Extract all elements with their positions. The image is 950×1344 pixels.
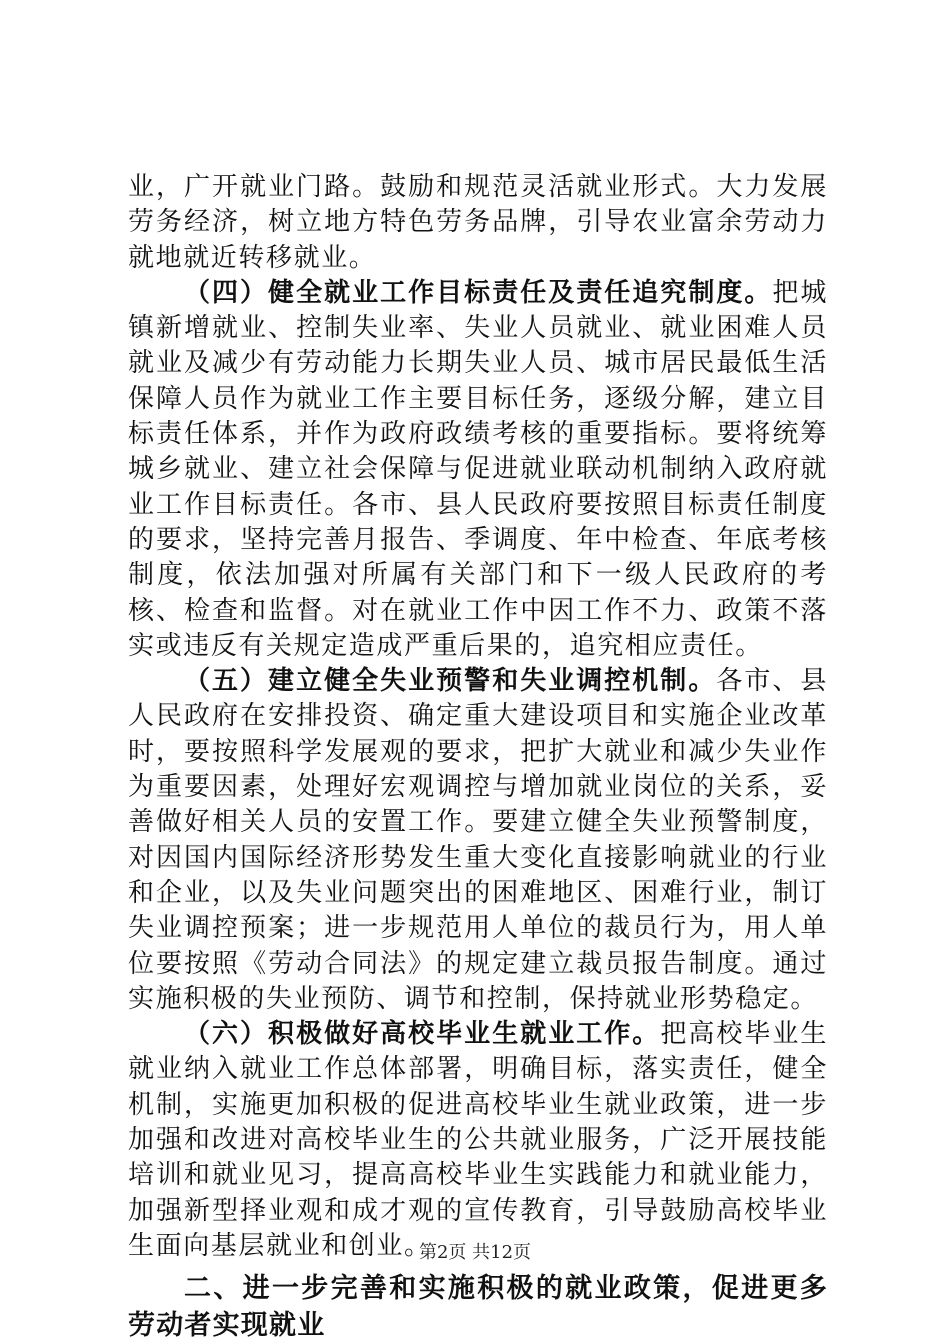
paragraph-text: 把高校毕业生就业纳入就业工作总体部署，明确目标，落实责任，健全机制，实施更加积极的促进高校毕业生就业政策，进一步加强和改进对高校毕业生的公共就业服务，广泛开展技能培训和就业见习，提高高校毕业生实践能力和就业能力，加强新型择业观和成才观的宣传教育，引导鼓励高校毕业生面向基层就业和创业。 — [128, 1019, 829, 1261]
paragraph-target-responsibility — [128, 276, 828, 664]
paragraph-lead: （四）健全就业工作目标责任及责任追究制度。 — [184, 277, 773, 308]
paragraph-lead: （五）建立健全失业预警和失业调控机制。 — [184, 666, 717, 697]
document-body — [128, 170, 828, 1344]
page-number-footer: 第2页 共12页 — [418, 1242, 532, 1263]
paragraph-graduate-employment — [128, 1017, 828, 1264]
paragraph-text: 各市、县人民政府在安排投资、确定重大建设项目和实施企业改革时，要按照科学发展观的要求，把扩大就业和减少失业作为重要因素，处理好宏观调控与增加就业岗位的关系，妥善做好相关人员的安置工作。要建立健全失业预警制度，对因国内国际经济形势发生重大变化直接影响就业的行业和企业，以及失业问题突出的困难地区、困难行业，制订失业调控预案；进一步规范用人单位的裁员行为，用人单位要按照《劳动合同法》的规定建立裁员报告制度。通过实施积极的失业预防、调节和控制，保持就业形势稳定。 — [128, 666, 828, 1014]
paragraph-continuation — [128, 170, 828, 276]
paragraph-text: 把城镇新增就业、控制失业率、失业人员就业、就业困难人员就业及减少有劳动能力长期失业人员、城市居民最低生活保障人员作为就业工作主要目标任务，逐级分解，建立目标责任体系，并作为政府政绩考核的重要指标。要将统筹城乡就业、建立社会保障与促进就业联动机制纳入政府就业工作目标责任。各市、县人民政府要按照目标责任制度的要求，坚持完善月报告、季调度、年中检查、年底考核制度，依法加强对所属有关部门和下一级人民政府的考核、检查和监督。对在就业工作中因工作不力、政策不落实或违反有关规定造成严重后果的，追究相应责任。 — [128, 277, 828, 661]
paragraph-unemployment-warning — [128, 664, 828, 1017]
paragraph-text: 业，广开就业门路。鼓励和规范灵活就业形式。大力发展劳务经济，树立地方特色劳务品牌，引导农业富余劳动力就地就近转移就业。 — [128, 172, 828, 273]
section-heading: 二、进一步完善和实施积极的就业政策，促进更多劳动者实现就业 — [128, 1273, 828, 1342]
paragraph-lead: （六）积极做好高校毕业生就业工作。 — [184, 1019, 661, 1050]
